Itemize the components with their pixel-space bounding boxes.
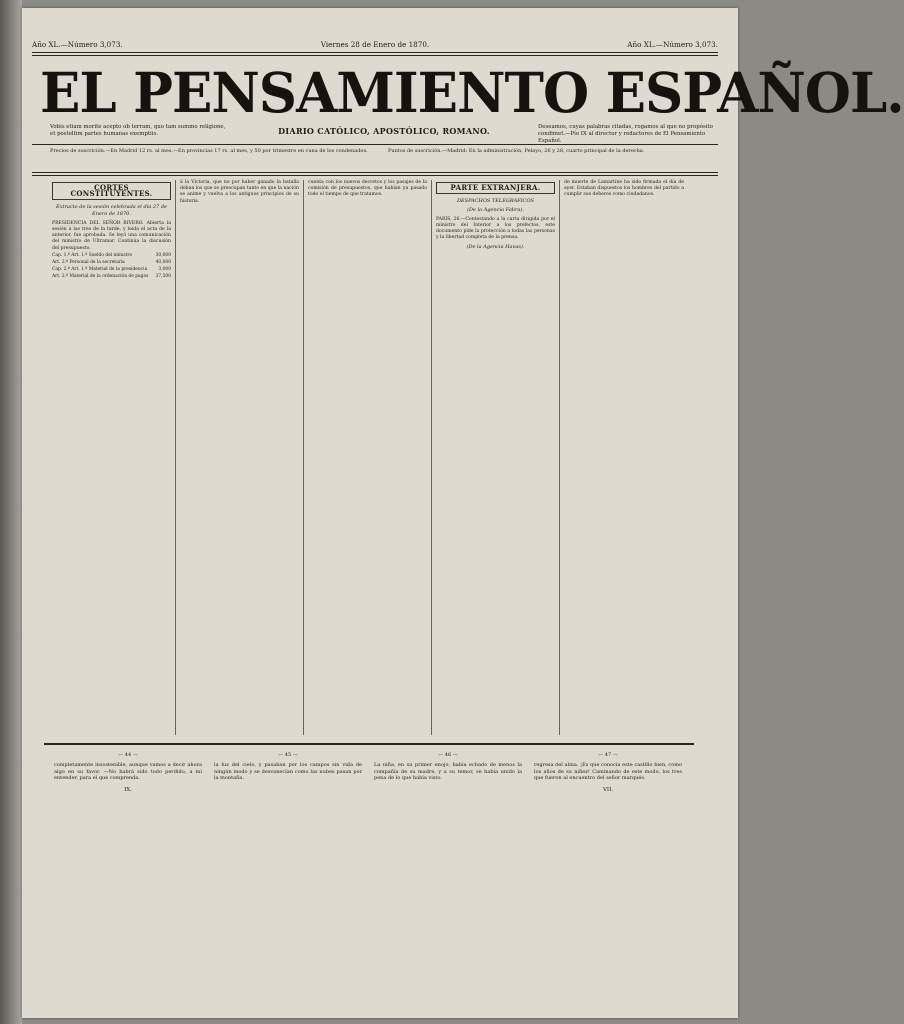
column-text: de muerte de Lamartine ha sido firmada el día de ayer. Estaban dispuestos los hombres del partido a cumplir sus deberes como ciudadanos. (564, 180, 684, 198)
paper-subtitle: DIARIO CATÓLICO, APOSTÓLICO, ROMANO. (278, 126, 490, 136)
folletin-text: regresa del alma. ¡Es que conocía este castillo bien, como los años de su niñez! Caminando de este modo, los tres que fueron al encuentro del señor marqués. (534, 762, 682, 782)
budget-line: Art. 2.º Material de la ordenación de pagos 37,500 (52, 274, 171, 280)
main-columns (48, 180, 688, 735)
right-motto: Deseamos, cuyas palabras citadas, rogamos al que no propósito condimet.—Pío IX al director y redactores de El Pensamiento Español. (537, 124, 713, 144)
issue-date: Viernes 28 de Enero de 1870. (320, 40, 430, 49)
header-rule (32, 52, 718, 53)
folletin-column-1 (48, 752, 208, 1007)
columns-top-rule (32, 172, 718, 173)
agency-havas: (De la Agencia Havas). (466, 244, 525, 251)
chapter-number: VII. (602, 786, 614, 793)
subscription-prices: Precios de suscrición.—En Madrid 12 rs. al mes.—En provincias 17 rs. al mes, y 50 por trimestre en cuna de los condenados. (50, 148, 368, 154)
chapter-number: IX. (124, 786, 132, 793)
section-title-extranjera: PARTE EXTRANJERA. (436, 182, 555, 194)
folletin-column-2 (208, 752, 368, 1007)
masthead-title: EL PENSAMIENTO ESPAÑOL. (40, 60, 904, 126)
book-binding-edge (0, 0, 22, 1024)
column-text: PARÍS, 26.—Contestando a la carta dirigida por el ministro del Interior a los prefectos, este documento pide la protección a todas las personas y la libertad completa de la prensa. (436, 216, 555, 241)
column-text: PRESIDENCIA DEL SEÑOR RIVERO. Abierta la sesión á las tres de la tarde, y leida el acta de la anterior, fue aprobada. Se leyó una comunicación del ministro de Ultramar. Continúa la discusión del presupuesto. (52, 220, 171, 251)
folletin-column-4 (528, 752, 688, 1007)
page-number: — 44 — (118, 752, 138, 758)
folletin-separator (44, 743, 694, 745)
session-extract-note: Extracto de la sesión celebrada el día 27 de Enero de 1870. (56, 204, 167, 217)
subtitle-rule (32, 144, 718, 145)
agency-fabra: (De la Agencia Fabra). (467, 207, 524, 214)
columns-top-rule-double (32, 175, 718, 176)
folletin-column-3 (368, 752, 528, 1007)
folletin-text: la luz del cielo, y pasaban por los campos sin vida de ningún modo y se desvanecían como las nubes pasan por la montaña. (214, 762, 362, 782)
budget-line: Cap. 1.º Art. 1.º Sueldo del ministro 30,000 (52, 252, 171, 258)
folletin-text: completamente insostenible, aunque vamos a decir ahora algo en su favor. —No habrá sido todo perdido, a mi entender, para el que comprenda. (54, 762, 202, 782)
folletin-columns (48, 752, 688, 1007)
page-number: — 47 — (598, 752, 618, 758)
folletin-text: La niña, en su primer enojo, había echado de menos la compañía de su madre, y a su temor, se había unido la pena de lo que había visto. (374, 762, 522, 782)
header-rule-double (32, 55, 718, 56)
section-title-cortes: CORTES CONSTITUYENTES. (52, 182, 171, 200)
telegrams-subhead: DESPACHOS TELEGRÁFICOS (456, 198, 535, 205)
column-cortes (48, 180, 176, 735)
issue-number-right: Año XL.—Número 3,073. (627, 40, 718, 49)
budget-line: Art. 2.º Personal de la secretaría 40,000 (52, 260, 171, 266)
subtitle-row (50, 124, 718, 144)
issue-number-left: Año XL.—Número 3,073. (32, 40, 123, 49)
issue-header (32, 40, 718, 49)
page-number: — 46 — (438, 752, 458, 758)
column-text: á la Victoria, que no por haber ganado la batalla deban los que se preocupan tanto en que la nación se anime y vuelva a los antiguos principios de su historia. (180, 180, 299, 204)
page-number: — 45 — (278, 752, 298, 758)
subscription-points: Puntos de suscrición.—Madrid: En la administración, Pelayo, 26 y 28, cuarto principal de la derecha. (388, 148, 645, 154)
column-3 (304, 180, 432, 735)
column-5 (560, 180, 688, 735)
left-motto: Vobis etiam morite acepto ob terram, quo tam summo religione, et posteltim partes humanas exemptiis. (50, 124, 226, 137)
column-extranjera (432, 180, 560, 735)
subscription-info (50, 148, 718, 154)
column-text: cuenta con los nuevos decretos y los pasajes de la comisión de presupuestos, que habían ya pasado todo el tiempo de que tratamos. (308, 180, 427, 198)
budget-line: Cap. 2.º Art. 1.º Material de la presidencia 3,000 (52, 267, 171, 273)
column-2 (176, 180, 304, 735)
